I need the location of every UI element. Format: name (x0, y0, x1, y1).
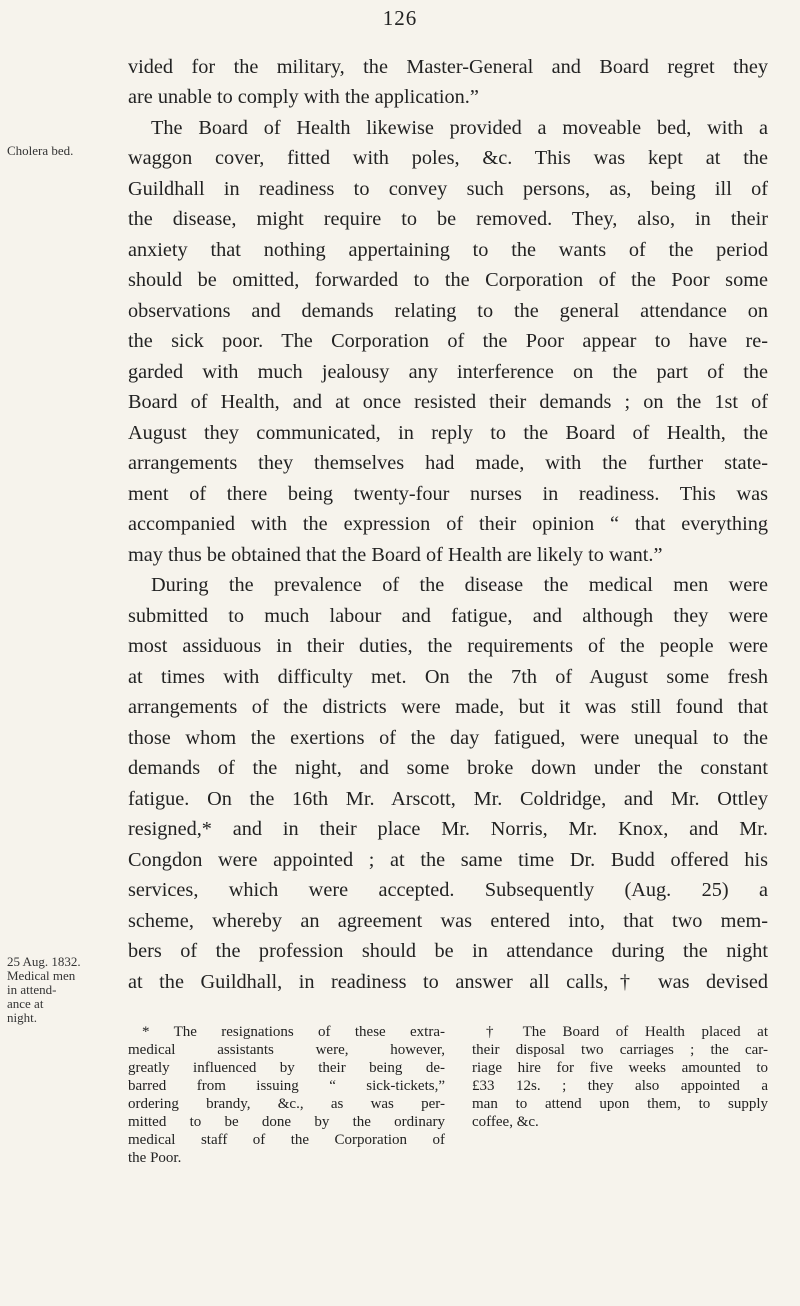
body-line: observations and demands relating to the general attendance on (128, 300, 768, 322)
body-line: may thus be obtained that the Board of Health are likely to want.” (128, 544, 663, 566)
footnote-line: ordering brandy, &c., as was per- (128, 1096, 445, 1112)
body-line: arrangements they themselves had made, with the further state- (128, 452, 768, 474)
body-line: garded with much jealousy any interference on the part of the (128, 361, 768, 383)
footnote-line: barred from issuing “ sick-tickets,” (128, 1078, 445, 1094)
body-line: vided for the military, the Master-General and Board regret they (128, 56, 768, 78)
footnote-line: coffee, &c. (472, 1114, 539, 1130)
body-line: the sick poor. The Corporation of the Poor appear to have re- (128, 330, 768, 352)
margin-note-line: Cholera bed. (7, 143, 74, 158)
margin-note-line: in attend- (7, 982, 57, 997)
body-line: at the Guildhall, in readiness to answer all calls,† was devised (128, 971, 768, 993)
body-line: During the prevalence of the disease the medical men were (151, 574, 768, 596)
body-line: most assiduous in their duties, the requirements of the people were (128, 635, 768, 657)
footnote-line: their disposal two carriages ; the car- (472, 1042, 768, 1058)
footnote-line: the Poor. (128, 1150, 182, 1166)
body-line: services, which were accepted. Subsequently (Aug. 25) a (128, 879, 768, 901)
footnote-line: greatly influenced by their being de- (128, 1060, 445, 1076)
footnote-line: medical staff of the Corporation of (128, 1132, 445, 1148)
footnote-line: £33 12s. ; they also appointed a (472, 1078, 768, 1094)
body-line: submitted to much labour and fatigue, and although they were (128, 605, 768, 627)
body-line: arrangements of the districts were made, but it was still found that (128, 696, 768, 718)
margin-note-line: Medical men (7, 968, 76, 983)
body-line: at times with difficulty met. On the 7th of August some fresh (128, 666, 768, 688)
margin-note-line: night. (7, 1010, 37, 1025)
footnote-line: * The resignations of these extra- (142, 1024, 445, 1040)
body-line: August they communicated, in reply to the Board of Health, the (128, 422, 768, 444)
body-line: Congdon were appointed ; at the same time Dr. Budd offered his (128, 849, 768, 871)
margin-note-line: 25 Aug. 1832. (7, 954, 81, 969)
body-line: are unable to comply with the application.” (128, 86, 479, 108)
body-line: ment of there being twenty-four nurses in readiness. This was (128, 483, 768, 505)
body-line: should be omitted, forwarded to the Corporation of the Poor some (128, 269, 768, 291)
body-line: those whom the exertions of the day fatigued, were unequal to the (128, 727, 768, 749)
margin-note-cholera-bed (7, 144, 117, 158)
body-line: scheme, whereby an agreement was entered into, that two mem- (128, 910, 768, 932)
margin-note-medical-men (7, 955, 117, 1025)
body-line: demands of the night, and some broke down under the constant (128, 757, 768, 779)
body-line: anxiety that nothing appertaining to the wants of the period (128, 239, 768, 261)
body-line: The Board of Health likewise provided a moveable bed, with a (151, 117, 768, 139)
footnote-line: mitted to be done by the ordinary (128, 1114, 445, 1130)
footnote-line: riage hire for five weeks amounted to (472, 1060, 768, 1076)
page-number: 126 (382, 6, 418, 30)
footnote-line: † The Board of Health placed at (486, 1024, 768, 1040)
body-line: fatigue. On the 16th Mr. Arscott, Mr. Coldridge, and Mr. Ottley (128, 788, 768, 810)
body-line: bers of the profession should be in attendance during the night (128, 940, 768, 962)
footnote-line: man to attend upon them, to supply (472, 1096, 768, 1112)
body-line: the disease, might require to be removed. They, also, in their (128, 208, 768, 230)
body-line: resigned,* and in their place Mr. Norris, Mr. Knox, and Mr. (128, 818, 768, 840)
margin-note-line: ance at (7, 996, 44, 1011)
body-line: waggon cover, fitted with poles, &c. This was kept at the (128, 147, 768, 169)
footnote-line: medical assistants were, however, (128, 1042, 445, 1058)
body-line: accompanied with the expression of their opinion “ that everything (128, 513, 768, 535)
body-line: Guildhall in readiness to convey such persons, as, being ill of (128, 178, 768, 200)
body-line: Board of Health, and at once resisted their demands ; on the 1st of (128, 391, 768, 413)
